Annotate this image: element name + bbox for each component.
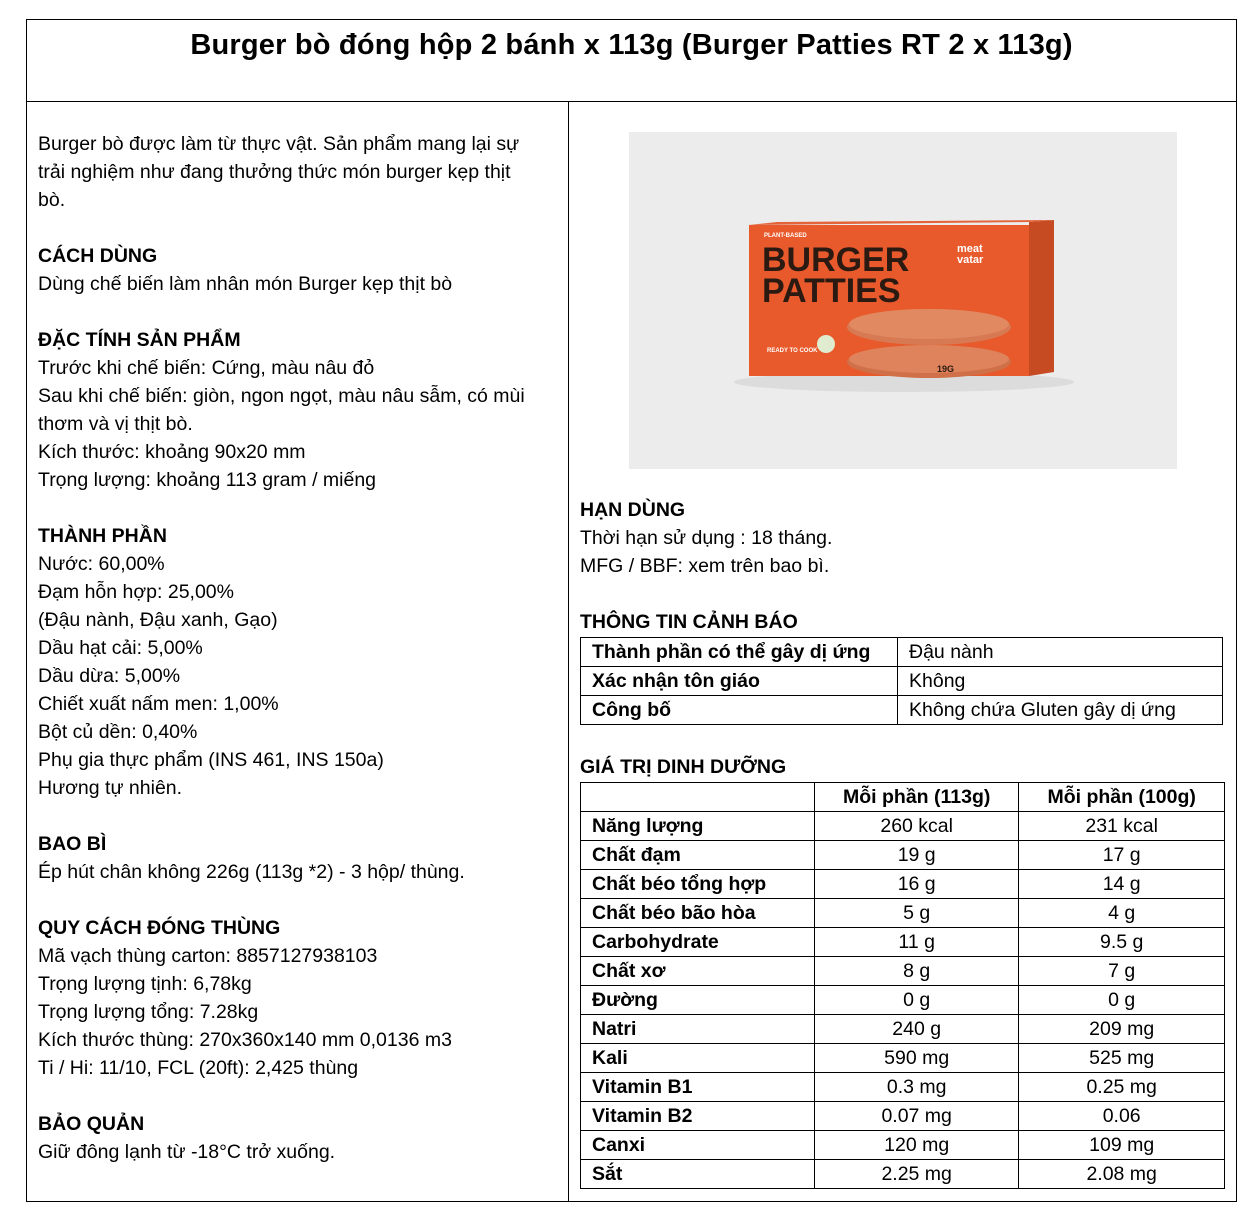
box-protein: 19G <box>937 364 955 374</box>
nutrient-name: Chất xơ <box>581 957 815 986</box>
nutrient-value: 19 g <box>815 841 1019 870</box>
nutrition-table <box>580 782 1225 1189</box>
table-row <box>581 1073 1225 1102</box>
table-row <box>581 841 1225 870</box>
storage-section <box>38 1110 562 1166</box>
ingredients-heading: THÀNH PHẦN <box>38 525 167 547</box>
nutrient-value: 0 g <box>1019 986 1225 1015</box>
nutrient-value: 11 g <box>815 928 1019 957</box>
shelf-life-heading: HẠN DÙNG <box>580 499 686 521</box>
nutrient-value: 2.08 mg <box>1019 1160 1225 1189</box>
nutrient-value: 2.25 mg <box>815 1160 1019 1189</box>
table-row: Thành phần có thể gây dị ứng Đậu nành <box>581 638 1223 667</box>
table-row <box>581 870 1225 899</box>
table-row <box>581 986 1225 1015</box>
carton-heading: QUY CÁCH ĐÓNG THÙNG <box>38 917 281 939</box>
nutrient-value: 17 g <box>1019 841 1225 870</box>
product-image <box>629 132 1177 469</box>
nutrient-value: 209 mg <box>1019 1015 1225 1044</box>
box-small-top: PLANT-BASED <box>764 233 807 239</box>
nutrient-value: 0 g <box>815 986 1019 1015</box>
nutrient-value: 260 kcal <box>815 812 1019 841</box>
table-row <box>581 957 1225 986</box>
table-row <box>581 1102 1225 1131</box>
storage-heading: BẢO QUẢN <box>38 1113 145 1135</box>
intro-text: Burger bò được làm từ thực vật. Sản phẩm mang lại sự trải nghiệm như đang thưởng thức món burger kẹp thịt bò. <box>38 133 520 211</box>
nutrient-value: 0.3 mg <box>815 1073 1019 1102</box>
table-row: Xác nhận tôn giáo Không <box>581 667 1223 696</box>
properties-heading: ĐẶC TÍNH SẢN PHẨM <box>38 329 241 351</box>
properties-section: ĐẶC TÍNH SẢN PHẨM Trước khi chế biến: Cứng, màu nâu đỏ Sau khi chế biến: giòn, ngon ngọt, màu nâu sẫm, có mùi thơm và vị thịt bò. Kích thước: khoảng 90x20 mm Trọng lượng: khoảng 113 gram / miếng <box>38 326 562 494</box>
nutrient-value: 525 mg <box>1019 1044 1225 1073</box>
nutrient-name: Kali <box>581 1044 815 1073</box>
nutrient-value: 109 mg <box>1019 1131 1225 1160</box>
warning-table <box>580 637 1223 725</box>
box-word-burger: BURGER <box>762 241 910 279</box>
nutrient-name: Chất béo bão hòa <box>581 899 815 928</box>
table-row: Công bố Không chứa Gluten gây dị ứng <box>581 696 1223 725</box>
shelf-life-section: HẠN DÙNG Thời hạn sử dụng : 18 tháng. MFG / BBF: xem trên bao bì. <box>580 496 1228 580</box>
ingredients-section: THÀNH PHẦN Nước: 60,00% Đạm hỗn hợp: 25,00% (Đậu nành, Đậu xanh, Gạo) Dầu hạt cải: 5,00% Dầu dừa: 5,00% Chiết xuất nấm men: 1,00% Bột củ dền: 0,40% Phụ gia thực phẩm (INS 461, INS 150a) Hương tự nhiên. <box>38 522 562 802</box>
nutrient-value: 0.25 mg <box>1019 1073 1225 1102</box>
nutrient-value: 8 g <box>815 957 1019 986</box>
nutrient-name: Sắt <box>581 1160 815 1189</box>
nutrient-value: 5 g <box>815 899 1019 928</box>
table-row <box>581 1160 1225 1189</box>
nutrient-value: 240 g <box>815 1015 1019 1044</box>
nutrient-value: 14 g <box>1019 870 1225 899</box>
nutrition-table-body <box>581 812 1225 1189</box>
nutrition-section <box>580 753 1228 1189</box>
nutrient-name: Natri <box>581 1015 815 1044</box>
nutrient-value: 120 mg <box>815 1131 1019 1160</box>
nutrient-value: 9.5 g <box>1019 928 1225 957</box>
usage-heading: CÁCH DÙNG <box>38 245 158 267</box>
table-row <box>581 899 1225 928</box>
nutrient-name: Chất béo tổng hợp <box>581 870 815 899</box>
table-row <box>581 1131 1225 1160</box>
storage-text: Giữ đông lạnh từ -18°C trở xuống. <box>38 1141 336 1163</box>
page-title: Burger bò đóng hộp 2 bánh x 113g (Burger Patties RT 2 x 113g) <box>190 29 1073 61</box>
table-row <box>581 928 1225 957</box>
spec-sheet <box>26 19 1237 1202</box>
warning-section <box>580 608 1228 725</box>
nutrient-name: Vitamin B2 <box>581 1102 815 1131</box>
nutrient-value: 4 g <box>1019 899 1225 928</box>
packaging-section: BAO BÌ Ép hút chân không 226g (113g *2) - 3 hộp/ thùng. <box>38 830 562 886</box>
column-divider <box>568 102 569 1202</box>
nutrition-heading: GIÁ TRỊ DINH DƯỠNG <box>580 756 787 778</box>
nutrient-value: 590 mg <box>815 1044 1019 1073</box>
brand-line-2: vatar <box>957 254 984 266</box>
nutrient-value: 0.06 <box>1019 1102 1225 1131</box>
brand-line-1: meat <box>957 243 983 255</box>
table-header-row: Mỗi phần (113g) Mỗi phần (100g) <box>581 783 1225 812</box>
nutrient-value: 231 kcal <box>1019 812 1225 841</box>
right-column <box>580 130 1228 1189</box>
nutrient-name: Vitamin B1 <box>581 1073 815 1102</box>
nutrient-name: Canxi <box>581 1131 815 1160</box>
left-column <box>38 130 562 1166</box>
nutrient-value: 16 g <box>815 870 1019 899</box>
nutrient-name: Năng lượng <box>581 812 815 841</box>
nutrient-value: 0.07 mg <box>815 1102 1019 1131</box>
box-word-patties: PATTIES <box>762 272 901 310</box>
box-ready-text: READY TO COOK <box>767 348 818 354</box>
nutrient-name: Chất đạm <box>581 841 815 870</box>
title-row <box>27 20 1236 102</box>
nutrient-name: Carbohydrate <box>581 928 815 957</box>
packaging-heading: BAO BÌ <box>38 833 107 855</box>
table-row <box>581 1015 1225 1044</box>
nutrient-name: Đường <box>581 986 815 1015</box>
table-row <box>581 812 1225 841</box>
warning-heading: THÔNG TIN CẢNH BÁO <box>580 611 798 633</box>
carton-section: QUY CÁCH ĐÓNG THÙNG Mã vạch thùng carton: 8857127938103 Trọng lượng tịnh: 6,78kg Trọng lượng tổng: 7.28kg Kích thước thùng: 270x360x140 mm 0,0136 m3 Ti / Hi: 11/10, FCL (20ft): 2,425 thùng <box>38 914 562 1082</box>
nutrient-value: 7 g <box>1019 957 1225 986</box>
usage-section: CÁCH DÙNG Dùng chế biến làm nhân món Burger kẹp thịt bò <box>38 242 562 298</box>
table-row <box>581 1044 1225 1073</box>
